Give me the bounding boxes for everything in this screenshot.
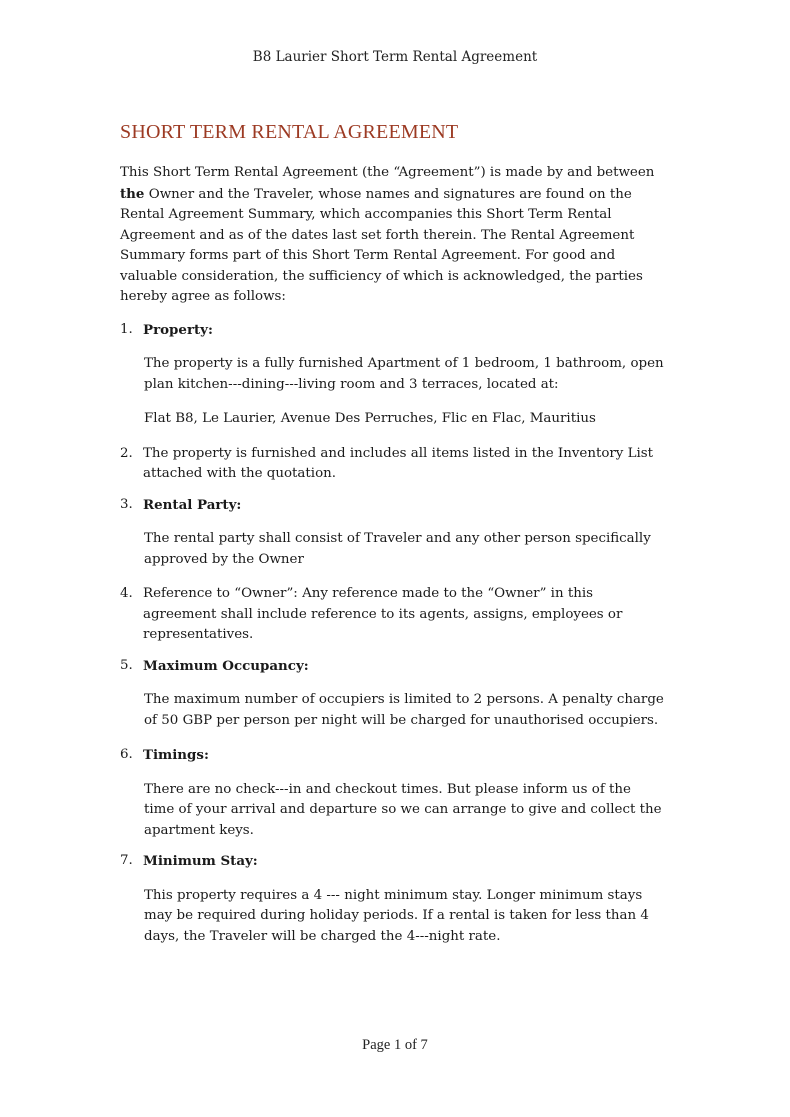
clause-number: 3. (120, 496, 133, 512)
clause-heading: Minimum Stay: (143, 853, 258, 869)
clause-3-rental-party (120, 495, 665, 571)
clause-body: Reference to “Owner”: Any reference made to the “Owner” in this agreement shall include reference to its agents, assigns, employees or representatives. (143, 586, 623, 642)
clause-body: The rental party shall consist of Traveler and any other person specifically approved by the Owner (144, 531, 651, 567)
clause-6-timings (120, 745, 665, 841)
intro-text-2: Owner and the Traveler, whose names and signatures are found on the Rental Agreement Summary, which accompanies this Short Term Rental Agreement and as of the dates last set forth therein. The Rental Agreement Summary forms part of this Short Term Rental Agreement. For good and valuable consideration, the sufficiency of which is acknowledged, the parties hereby agree as follows: (120, 186, 643, 304)
clause-number: 5. (120, 657, 133, 673)
intro-bold: the (120, 185, 145, 202)
clause-5-maximum-occupancy (120, 656, 665, 732)
intro-text-1: This Short Term Rental Agreement (the “Agreement”) is made by and between (120, 165, 655, 180)
intro-paragraph (120, 163, 665, 308)
clause-1-property (120, 320, 665, 430)
document-body (120, 163, 665, 947)
clause-heading: Property: (143, 321, 213, 338)
clause-number: 1. (120, 321, 133, 337)
clause-body: The property is furnished and includes all items listed in the Inventory List attached with the quotation. (143, 445, 654, 481)
clause-heading: Timings: (143, 747, 209, 763)
clause-body: The maximum number of occupiers is limited to 2 persons. A penalty charge of 50 GBP per person per night will be charged for unauthorised occupiers. (144, 692, 664, 728)
clause-7-minimum-stay (120, 851, 665, 947)
clause-number: 4. (120, 586, 133, 601)
clause-number: 7. (120, 853, 133, 868)
page-number: Page 1 of 7 (362, 1037, 428, 1053)
clause-body: There are no check---in and checkout times. But please inform us of the time of your arrival and departure so we can arrange to give and collect the apartment keys. (144, 781, 662, 838)
running-header: B8 Laurier Short Term Rental Agreement (252, 49, 538, 65)
clause-number: 2. (120, 445, 133, 461)
property-address: Flat B8, Le Laurier, Avenue Des Perruches, Flic en Flac, Mauritius (144, 411, 596, 426)
clause-heading: Rental Party: (143, 496, 242, 513)
clause-number: 6. (120, 747, 133, 762)
clause-heading: Maximum Occupancy: (143, 657, 309, 674)
clause-2-furnishing (120, 444, 665, 485)
clause-body: The property is a fully furnished Apartment of 1 bedroom, 1 bathroom, open plan kitchen---dining---living room and 3 terraces, located at: (144, 356, 664, 392)
clause-body: This property requires a 4 --- night minimum stay. Longer minimum stays may be required during holiday periods. If a rental is taken for less than 4 days, the Traveler will be charged the 4---night rate. (144, 887, 649, 944)
document-title: SHORT TERM RENTAL AGREEMENT (120, 121, 459, 143)
clause-4-owner-reference (120, 584, 665, 646)
